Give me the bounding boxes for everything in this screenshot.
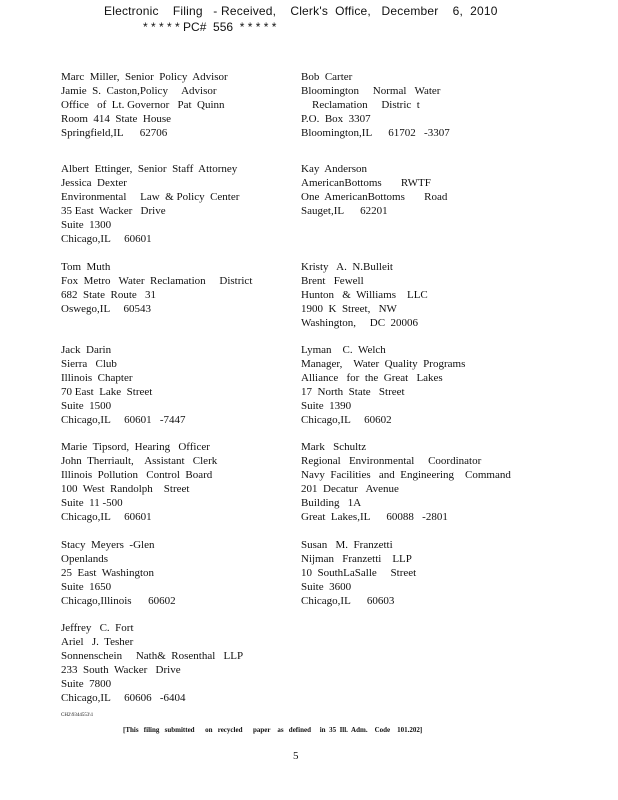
address-line: Sierra Club (61, 357, 117, 370)
address-line: Jeffrey C. Fort (61, 622, 134, 634)
address-line: Chicago,IL 60603 (301, 594, 395, 607)
address-line: 201 Decatur Avenue (301, 482, 399, 495)
address-line: Reclamation Distric t (301, 98, 420, 111)
address-line: Manager, Water Quality Programs (301, 357, 466, 370)
address-block-bulleit (301, 261, 428, 331)
address-line: Chicago,IL 60606 -6404 (61, 691, 186, 704)
address-block-fort (61, 622, 243, 705)
address-block-muth (61, 261, 252, 317)
address-line: Sonnenschein Nath& Rosenthal LLP (61, 649, 244, 662)
address-line: Office of Lt. Governor Pat Quinn (61, 98, 225, 111)
address-line: Bloomington Normal Water (301, 84, 441, 97)
document-code: CH2\9344553\1 (61, 713, 94, 718)
address-block-welch (301, 344, 465, 427)
address-line: Room 414 State House (61, 112, 171, 125)
address-line: Kay Anderson (301, 163, 367, 175)
address-line: Chicago,IL 60601 -7447 (61, 413, 186, 426)
address-line: Washington, DC 20006 (301, 316, 419, 329)
address-line: 233 South Wacker Drive (61, 663, 181, 676)
address-block-carter (301, 71, 450, 141)
address-line: Susan M. Franzetti (301, 539, 393, 551)
filing-stamp-header: Electronic Filing - Received, Clerk's Office, December 6, 2010 (104, 4, 498, 18)
address-block-meyers (61, 539, 176, 609)
address-block-miller (61, 71, 228, 141)
address-block-darin (61, 344, 186, 427)
address-line: Tom Muth (61, 261, 111, 273)
address-line: Stacy Meyers -Glen (61, 539, 155, 551)
address-line: One AmericanBottoms Road (301, 190, 448, 203)
address-line: Marie Tipsord, Hearing Officer (61, 441, 210, 453)
address-line: Environmental Law & Policy Center (61, 190, 240, 203)
address-line: Jack Darin (61, 344, 112, 356)
address-line: Springfield,IL 62706 (61, 126, 168, 139)
address-line: Chicago,IL 60602 (301, 413, 392, 426)
address-line: Openlands (61, 552, 109, 565)
address-line: Bloomington,IL 61702 -3307 (301, 126, 450, 139)
address-line: Hunton & Williams LLC (301, 288, 428, 301)
address-block-ettinger (61, 163, 239, 246)
recycled-paper-note: [This filing submitted on recycled paper as defined in 35 Ill. Adm. Code 101.202] (123, 726, 423, 734)
address-line: Illinois Chapter (61, 371, 133, 384)
address-line: Kristy A. N.Bulleit (301, 261, 393, 273)
address-line: 100 West Randolph Street (61, 482, 190, 495)
address-line: Alliance for the Great Lakes (301, 371, 443, 384)
address-line: John Therriault, Assistant Clerk (61, 454, 218, 467)
address-line: Fox Metro Water Reclamation District (61, 274, 253, 287)
address-block-tipsord (61, 441, 217, 524)
address-line: Suite 1650 (61, 580, 112, 593)
address-line: 17 North State Street (301, 385, 405, 398)
address-line: Lyman C. Welch (301, 344, 386, 356)
page-number: 5 (293, 750, 299, 762)
address-line: Illinois Pollution Control Board (61, 468, 213, 481)
address-block-franzetti (301, 539, 416, 609)
address-line: Chicago,IL 60601 (61, 510, 152, 523)
address-line: Bob Carter (301, 71, 353, 83)
address-line: 35 East Wacker Drive (61, 204, 166, 217)
address-line: Mark Schultz (301, 441, 367, 453)
address-line: 1900 K Street, NW (301, 302, 397, 315)
address-line: Chicago,Illinois 60602 (61, 594, 176, 607)
address-line: P.O. Box 3307 (301, 112, 371, 125)
address-line: Nijman Franzetti LLP (301, 552, 412, 565)
address-line: Building 1A (301, 496, 362, 509)
address-line: Ariel J. Tesher (61, 635, 134, 648)
address-line: Jessica Dexter (61, 176, 127, 189)
address-line: Oswego,IL 60543 (61, 302, 152, 315)
address-line: Albert Ettinger, Senior Staff Attorney (61, 163, 238, 175)
address-line: Suite 7800 (61, 677, 112, 690)
address-line: 682 State Route 31 (61, 288, 157, 301)
address-line: Great Lakes,IL 60088 -2801 (301, 510, 448, 523)
address-line: Chicago,IL 60601 (61, 232, 152, 245)
address-line: Sauget,IL 62201 (301, 204, 388, 217)
address-line: Jamie S. Caston,Policy Advisor (61, 84, 217, 97)
address-line: AmericanBottoms RWTF (301, 176, 431, 189)
address-line: Marc Miller, Senior Policy Advisor (61, 71, 228, 83)
address-line: Navy Facilities and Engineering Command (301, 468, 511, 481)
address-line: Suite 1500 (61, 399, 112, 412)
address-line: 70 East Lake Street (61, 385, 153, 398)
address-block-schultz (301, 441, 511, 524)
address-line: 10 SouthLaSalle Street (301, 566, 417, 579)
pc-number-header: * * * * * PC# 556 * * * * * (143, 20, 277, 34)
address-line: Suite 1390 (301, 399, 352, 412)
address-line: Brent Fewell (301, 274, 364, 287)
address-line: Suite 11 -500 (61, 496, 123, 509)
address-block-anderson (301, 163, 447, 219)
address-line: Regional Environmental Coordinator (301, 454, 482, 467)
address-line: Suite 1300 (61, 218, 112, 231)
address-line: Suite 3600 (301, 580, 352, 593)
address-line: 25 East Washington (61, 566, 155, 579)
